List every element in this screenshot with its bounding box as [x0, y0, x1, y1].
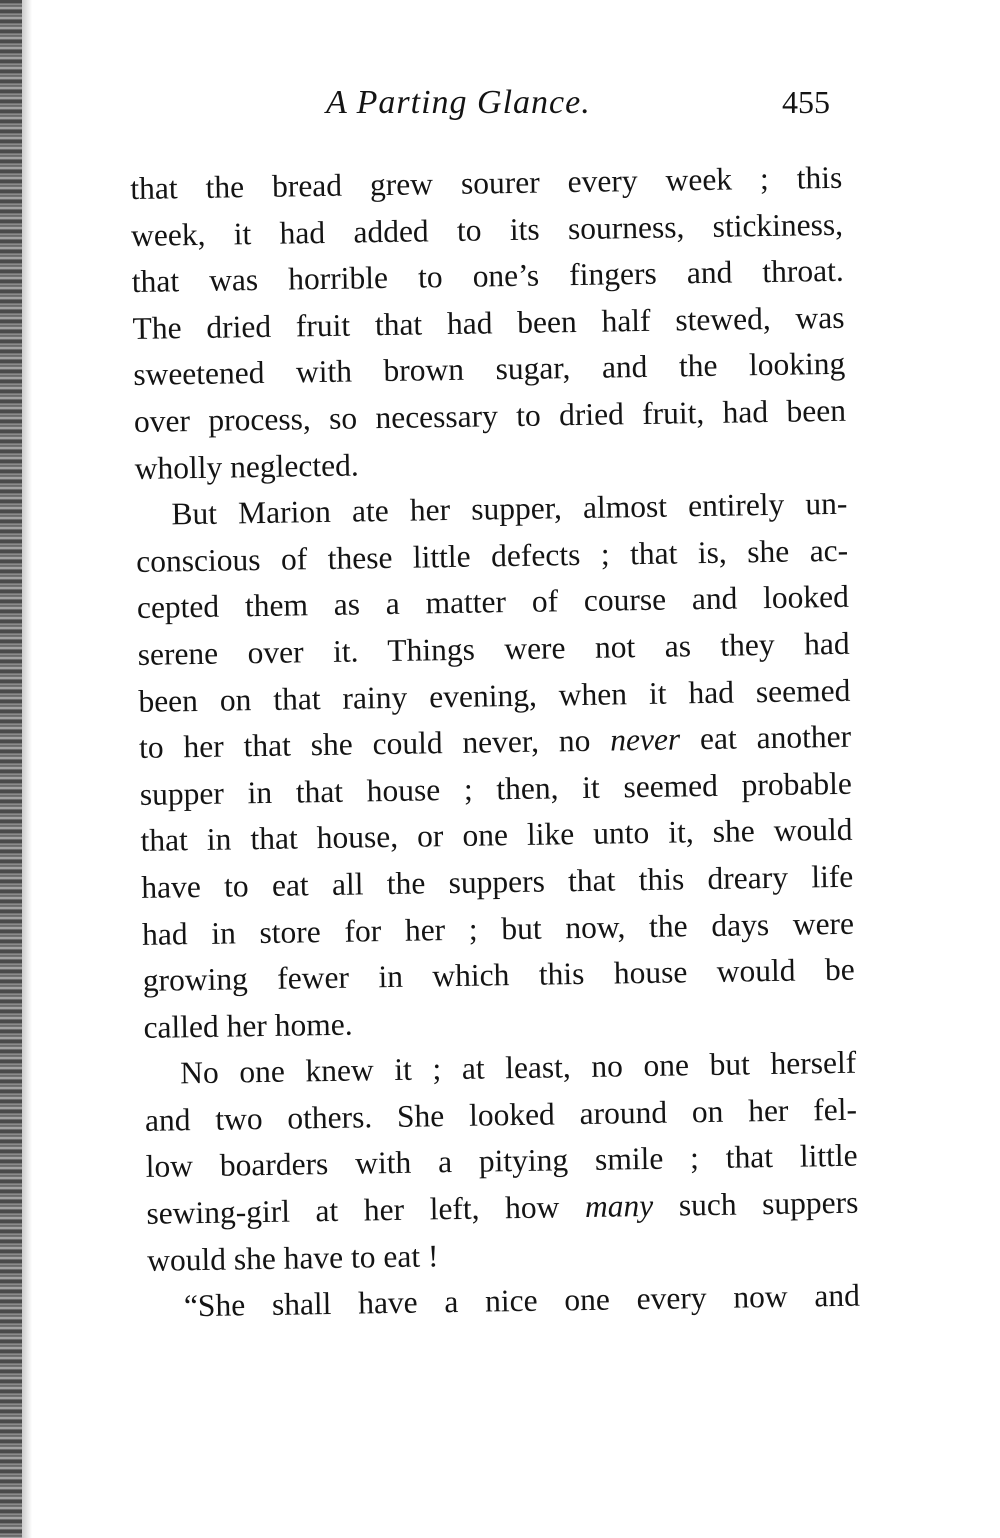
text-line-content: growing fewer in which this house would be — [142, 951, 855, 998]
text-line-content: that was horrible to one’s fingers and throat. — [131, 252, 845, 300]
text-line-content: serene over it. Things were not as they had — [137, 625, 850, 672]
text-segment: to her that she could never, no — [138, 722, 611, 766]
text-segment: sewing-girl at her left, how — [146, 1189, 586, 1231]
body-text — [130, 155, 860, 1331]
text-line-content: sweetened with brown sugar, and the looking — [133, 346, 846, 393]
text-line-content: been on that rainy evening, when it had seemed — [138, 672, 851, 719]
text-line-content: and two others. She looked around on her fel- — [144, 1091, 858, 1138]
book-binding-edge — [0, 0, 22, 1538]
running-title: A Parting Glance. — [326, 84, 591, 121]
text-line-content: called her home. — [143, 1006, 353, 1045]
page-number: 455 — [782, 84, 830, 120]
text-segment: eat another — [679, 718, 852, 757]
text-line-content: that in that house, or one like unto it, she would — [140, 812, 853, 859]
text-line-content: over process, so necessary to dried fruit, had been — [133, 392, 847, 439]
text-line-content: But Marion ate her supper, almost entirely un- — [171, 485, 848, 532]
running-head — [128, 84, 830, 130]
text-line-content: have to eat all the suppers that this dreary life — [141, 858, 854, 905]
text-line-content: The dried fruit that had been half stewed, was — [132, 299, 845, 346]
emphasized-word: never — [609, 721, 681, 758]
text-line-content: that the bread grew sourer every week ; this — [130, 159, 843, 206]
text-line-content: week, it had added to its sourness, stickiness, — [130, 206, 844, 253]
text-line-content: conscious of these little defects ; that is, she ac- — [135, 532, 849, 579]
text-line-content: “She shall have a nice one every now and — [183, 1277, 861, 1324]
text-line — [148, 1273, 861, 1331]
text-segment: such suppers — [652, 1184, 859, 1223]
text-line-content: cepted them as a matter of course and looked — [136, 579, 850, 626]
text-line-content: low boarders with a pitying smile ; that little — [145, 1138, 858, 1185]
text-line-content: wholly neglected. — [134, 447, 359, 486]
emphasized-word: many — [584, 1187, 654, 1225]
text-line-content: supper in that house ; then, it seemed probable — [139, 765, 853, 812]
text-line-content: would she have to eat ! — [146, 1237, 439, 1278]
text-line-content: No one knew it ; at least, no one but herself — [179, 1044, 857, 1091]
text-line-content: had in store for her ; but now, the days were — [141, 905, 855, 952]
